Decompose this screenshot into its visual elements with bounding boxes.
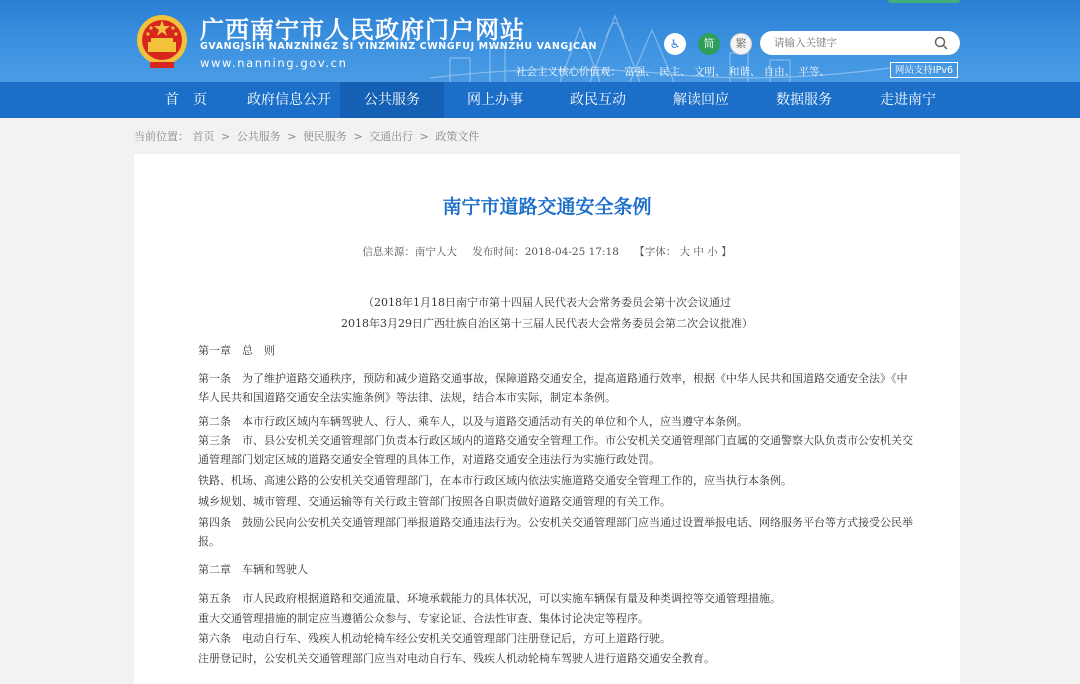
chapter-heading: 第二章 车辆和驾驶人 bbox=[198, 563, 308, 576]
breadcrumb-item-traffic[interactable]: 交通出行 bbox=[369, 130, 414, 143]
breadcrumb-item-home[interactable]: 首页 bbox=[192, 130, 215, 143]
article-paragraph: 注册登记时，公安机关交通管理部门应当对电动自行车、残疾人机动轮椅车驾驶人进行道路交通安全教育。 bbox=[198, 652, 715, 665]
site-header bbox=[0, 0, 1080, 82]
article-paragraph: 报。 bbox=[198, 535, 220, 548]
breadcrumb bbox=[134, 128, 479, 144]
article-paragraph: 重大交通管理措施的制定应当遵循公众参与、专家论证、合法性审查、集体讨论决定等程序。 bbox=[198, 612, 649, 625]
article-paragraph: 通管理部门划定区域的道路交通安全管理的具体工作，对道路交通安全违法行为实施行政处罚。 bbox=[198, 453, 660, 466]
breadcrumb-separator: > bbox=[221, 130, 231, 143]
nav-item-home[interactable]: 首 页 bbox=[165, 92, 207, 108]
site-title[interactable]: 广西南宁市人民政府门户网站 bbox=[200, 15, 525, 44]
breadcrumb-item-policy[interactable]: 政策文件 bbox=[435, 130, 480, 143]
breadcrumb-prefix: 当前位置： bbox=[134, 130, 189, 143]
traditional-chinese-button[interactable]: 繁 bbox=[730, 33, 752, 55]
top-accent-bar bbox=[888, 0, 960, 3]
breadcrumb-separator: > bbox=[419, 130, 429, 143]
article-paragraph: 第一条 为了维护道路交通秩序，预防和减少道路交通事故，保障道路交通安全，提高道路通行效率，根据《中华人民共和国道路交通安全法》《中 bbox=[198, 372, 908, 385]
article-paragraph: 城乡规划、城市管理、交通运输等有关行政主管部门按照各自职责做好道路交通管理的有关工作。 bbox=[198, 495, 671, 508]
article-title: 南宁市道路交通安全条例 bbox=[442, 196, 652, 218]
breadcrumb-separator: > bbox=[287, 130, 297, 143]
nav-item-public-service[interactable]: 公共服务 bbox=[340, 82, 444, 118]
nav-item-interpretation[interactable]: 解读回应 bbox=[673, 92, 729, 108]
search-icon[interactable] bbox=[934, 36, 948, 50]
article-paragraph: 华人民共和国道路交通安全法实施条例》等法律、法规，结合本市实际，制定本条例。 bbox=[198, 391, 616, 404]
article-paragraph: 铁路、机场、高速公路的公安机关交通管理部门，在本市行政区域内依法实施道路交通安全管理工作的，应当执行本条例。 bbox=[198, 474, 792, 487]
search-box bbox=[760, 31, 960, 55]
article-paragraph: 2018年3月29日广西壮族自治区第十三届人民代表大会常务委员会第二次会议批准） bbox=[341, 317, 753, 330]
core-values-slogan: 社会主义核心价值观： 富强、 民主、 文明、 和谐、 自由、 平等、 bbox=[516, 66, 831, 78]
site-title-pinyin: GVANGJSIH NANZNINGZ SI YINZMINZ CWNGFUJ MWNZHU VANGJCAN bbox=[200, 41, 598, 52]
article-paragraph: 第四条 鼓励公民向公安机关交通管理部门举报道路交通违法行为。公安机关交通管理部门应当通过设置举报电话、网络服务平台等方式接受公民举 bbox=[198, 516, 913, 529]
breadcrumb-separator: > bbox=[353, 130, 363, 143]
article-card bbox=[134, 154, 960, 684]
article-meta bbox=[134, 244, 960, 259]
search-input[interactable] bbox=[774, 35, 924, 51]
article-paragraph: 第五条 市人民政府根据道路和交通流量、环境承载能力的具体状况，可以实施车辆保有量及种类调控等交通管理措施。 bbox=[198, 592, 781, 605]
accessibility-icon[interactable]: ♿ bbox=[664, 33, 686, 55]
nav-item-interaction[interactable]: 政民互动 bbox=[570, 92, 626, 108]
article-paragraph: （2018年1月18日南宁市第十四届人民代表大会常务委员会第十次会议通过 bbox=[363, 296, 731, 309]
article-paragraph: 第二条 本市行政区域内车辆驾驶人、行人、乘车人，以及与道路交通活动有关的单位和个人，应当遵守本条例。 bbox=[198, 415, 748, 428]
article-date: 发布时间：2018-04-25 17:18 bbox=[472, 246, 619, 258]
chapter-heading: 第一章 总 则 bbox=[198, 344, 275, 357]
nav-item-gov-info[interactable]: 政府信息公开 bbox=[247, 92, 331, 108]
article-paragraph: 第六条 电动自行车、残疾人机动轮椅车经公安机关交通管理部门注册登记后，方可上道路行驶。 bbox=[198, 632, 671, 645]
ipv6-badge: 网站支持IPv6 bbox=[890, 62, 958, 78]
font-size-switcher[interactable]: 【字体： 大 中 小 】 bbox=[634, 246, 732, 258]
nav-item-online-service[interactable]: 网上办事 bbox=[467, 92, 523, 108]
article-source: 信息来源：南宁人大 bbox=[362, 246, 457, 258]
simplified-chinese-button[interactable]: 简 bbox=[698, 33, 720, 55]
site-url: www.nanning.gov.cn bbox=[200, 56, 348, 70]
nav-item-about-nanning[interactable]: 走进南宁 bbox=[880, 92, 936, 108]
breadcrumb-item-public-service[interactable]: 公共服务 bbox=[236, 130, 281, 143]
breadcrumb-item-convenience[interactable]: 便民服务 bbox=[302, 130, 347, 143]
main-nav bbox=[0, 82, 1080, 118]
nav-item-data-service[interactable]: 数据服务 bbox=[776, 92, 832, 108]
national-emblem-logo[interactable] bbox=[134, 12, 190, 72]
article-paragraph: 第三条 市、县公安机关交通管理部门负责本行政区域内的道路交通安全管理工作。市公安机关交通管理部门直属的交通警察大队负责市公安机关交 bbox=[198, 434, 913, 447]
